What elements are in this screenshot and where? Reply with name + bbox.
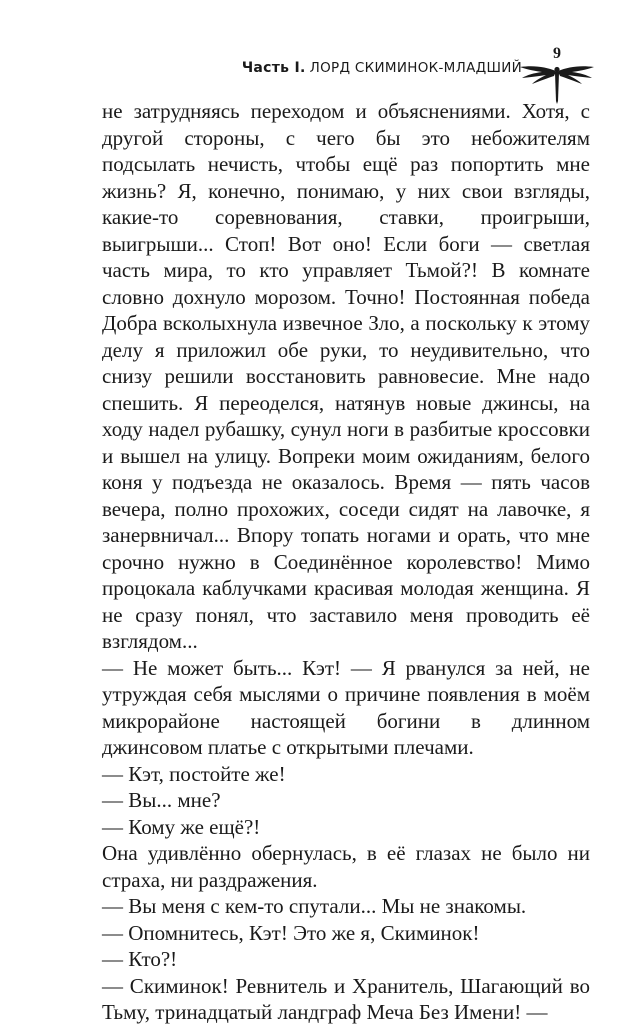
book-text	[102, 98, 590, 1026]
paragraph: — Скиминок! Ревнитель и Хранитель, Шагающий во Тьму, тринадцатый ландграф Меча Без Имени! —	[102, 973, 590, 1024]
paragraph: — Кто?!	[102, 947, 178, 971]
running-header	[242, 60, 522, 76]
paragraph: — Вы... мне?	[102, 788, 221, 812]
part-label: Часть I.	[241, 60, 306, 76]
paragraph: не затрудняясь переходом и объяснениями. Хотя, с другой стороны, с чего бы это небожителям подсылать нечисть, чтобы ещё раз попортить мне жизнь? Я, конечно, понимаю, у них свои взгляды, какие-то соревнования, ставки, проигрыши, выигрыши... Стоп! Вот оно! Если боги — светлая часть мира, то кто управляет Тьмой?! В комнате словно дохнуло морозом. Точно! Постоянная победа Добра всколыхнула извечное Зло, а поскольку к этому делу я приложил обе руки, то неудивительно, что снизу решили восстановить равновесие. Мне надо спешить. Я переоделся, натянув новые джинсы, на ходу надел рубашку, сунул ноги в разбитые кроссовки и вышел на улицу. Вопреки моим ожиданиям, белого коня у подъезда не оказалось. Время — пять часов вечера, полно прохожих, соседи сидят на лавочке, я занервничал... Впору топать ногами и орать, что мне срочно нужно в Соединённое королевство! Мимо процокала каблучками красивая молодая женщина. Я не сразу понял, что заставило меня проводить её взглядом...	[102, 99, 590, 653]
part-title: ЛОРД СКИМИНОК-МЛАДШИЙ	[309, 60, 522, 76]
paragraph: — Кэт, постойте же!	[102, 761, 286, 786]
paragraph: — Кому же ещё?!	[102, 814, 261, 839]
paragraph: — Вы меня с кем-то спутали... Мы не знакомы.	[102, 894, 527, 918]
paragraph: — Опомнитесь, Кэт! Это же я, Скиминок!	[102, 920, 480, 945]
paragraph: Она удивлённо обернулась, в её глазах не было ни страха, ни раздражения.	[102, 841, 590, 892]
paragraph: — Не может быть... Кэт! — Я рванулся за ней, не утруждая себя мыслями о причине появления в моём микрорайоне настоящей богини в длинном джинсовом платье с открытыми плечами.	[102, 655, 590, 759]
page-number: 9	[553, 45, 561, 62]
